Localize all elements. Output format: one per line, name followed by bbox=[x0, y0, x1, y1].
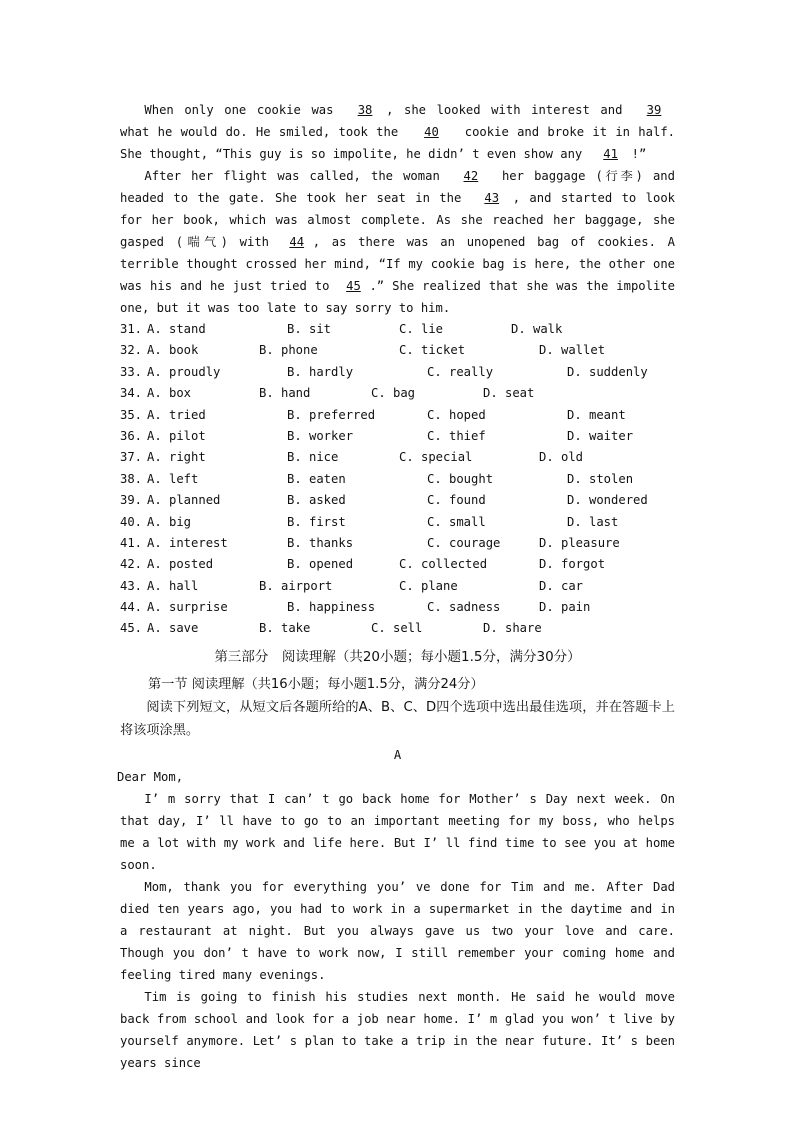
question-number: 33. bbox=[120, 364, 143, 379]
option-d: D. meant bbox=[567, 407, 626, 422]
question-row-33 bbox=[120, 362, 675, 383]
option-b: B. eaten bbox=[287, 471, 346, 486]
question-number: 43. bbox=[120, 578, 143, 593]
option-c: C. found bbox=[427, 493, 486, 508]
blank-45: 45 bbox=[346, 279, 361, 293]
text-run: cookie and broke it in half. She thought, “This guy is so impolite, he didn’ t even show any bbox=[120, 125, 675, 161]
text-run: , and started to look for her book, which was almost complete. As she reached her baggage, she gasped (喘气) with bbox=[120, 191, 675, 249]
passage-label: A bbox=[393, 747, 402, 762]
cloze-paragraph-1 bbox=[120, 99, 675, 165]
option-b: B. sit bbox=[287, 322, 332, 336]
question-number: 45. bbox=[120, 621, 143, 636]
option-a: A. stand bbox=[147, 322, 206, 336]
option-b: B. hand bbox=[259, 386, 311, 401]
text-run: After her flight was called, the woman bbox=[144, 169, 450, 183]
option-d: D. waiter bbox=[567, 428, 634, 443]
text-run: , she looked with interest and bbox=[386, 103, 633, 117]
question-number: 35. bbox=[120, 407, 143, 422]
blank-38: 38 bbox=[357, 103, 373, 117]
blank-39: 39 bbox=[646, 103, 662, 117]
blank-40: 40 bbox=[424, 125, 439, 139]
option-d: D. stolen bbox=[567, 471, 634, 486]
option-c: C. sadness bbox=[427, 600, 501, 615]
option-c: C. bag bbox=[371, 386, 416, 401]
option-c: C. collected bbox=[399, 557, 488, 572]
option-a: A. right bbox=[147, 450, 206, 465]
question-number: 38. bbox=[120, 471, 143, 486]
option-a: A. hall bbox=[147, 578, 199, 593]
question-row-43 bbox=[120, 576, 675, 597]
question-number: 31. bbox=[120, 322, 143, 336]
option-b: B. airport bbox=[259, 578, 333, 593]
option-a: A. pilot bbox=[147, 428, 206, 443]
option-a: A. posted bbox=[147, 557, 214, 572]
option-d: D. pain bbox=[539, 600, 591, 615]
option-c: C. hoped bbox=[427, 407, 486, 422]
option-d: D. seat bbox=[483, 386, 535, 401]
option-a: A. interest bbox=[147, 535, 228, 550]
question-number: 36. bbox=[120, 428, 143, 443]
option-d: D. old bbox=[539, 450, 584, 465]
question-row-41 bbox=[120, 533, 675, 554]
question-number: 40. bbox=[120, 514, 143, 529]
answer-options bbox=[120, 319, 675, 640]
option-d: D. car bbox=[539, 578, 584, 593]
text-run: , as there was an unopened bag of cookies. A terrible thought crossed her mind, “If my cookie bag is here, the other one was his and he just tried to bbox=[120, 235, 675, 293]
question-row-35 bbox=[120, 405, 675, 426]
section1-title: 第一节 阅读理解（共16小题；每小题1.5分，满分24分） bbox=[148, 676, 484, 692]
option-b: B. opened bbox=[287, 557, 354, 572]
question-row-40 bbox=[120, 512, 675, 533]
text-run: what he would do. He smiled, took the bbox=[120, 125, 407, 139]
option-a: A. box bbox=[147, 386, 192, 401]
option-d: D. share bbox=[483, 621, 542, 636]
option-c: C. really bbox=[427, 364, 494, 379]
blank-42: 42 bbox=[463, 169, 479, 183]
question-number: 44. bbox=[120, 600, 143, 615]
option-c: C. small bbox=[427, 514, 486, 529]
blank-44: 44 bbox=[289, 235, 305, 249]
question-number: 39. bbox=[120, 493, 143, 508]
letter-paragraph-3: Tim is going to finish his studies next month. He said he would move back from school and look for a job near home. I’ m glad you won’ t live by yourself anymore. Let’ s plan to take a trip in the near future. It’ s been years since bbox=[120, 989, 675, 1070]
option-c: C. sell bbox=[371, 621, 423, 636]
option-c: C. thief bbox=[427, 428, 486, 443]
option-b: B. first bbox=[287, 514, 346, 529]
option-b: B. nice bbox=[287, 450, 339, 465]
question-number: 42. bbox=[120, 557, 143, 572]
option-d: D. suddenly bbox=[567, 364, 648, 379]
text-run: !” bbox=[631, 147, 647, 161]
option-a: A. surprise bbox=[147, 600, 228, 615]
question-row-31 bbox=[120, 319, 675, 340]
letter-paragraph-2: Mom, thank you for everything you’ ve done for Tim and me. After Dad died ten years ago, you had to work in a supermarket in the daytime and in a restaurant at night. But you always gave us two your love and care. Though you don’ t have to work now, I still remember your coming home and feeling tired many evenings. bbox=[120, 879, 675, 982]
question-number: 37. bbox=[120, 450, 143, 465]
question-number: 41. bbox=[120, 535, 143, 550]
question-row-37 bbox=[120, 447, 675, 468]
question-row-39 bbox=[120, 490, 675, 511]
option-d: D. wondered bbox=[567, 493, 648, 508]
option-c: C. lie bbox=[399, 322, 444, 336]
option-d: D. walk bbox=[511, 322, 563, 336]
option-b: B. asked bbox=[287, 493, 346, 508]
question-row-44 bbox=[120, 597, 675, 618]
letter-salutation: Dear Mom, bbox=[117, 769, 184, 784]
option-c: C. special bbox=[399, 450, 473, 465]
option-c: C. courage bbox=[427, 535, 501, 550]
text-run: .” She realized that she was the impolite one, but it was too late to say sorry to him. bbox=[120, 279, 675, 315]
cloze-paragraph-2 bbox=[120, 165, 675, 319]
question-number: 32. bbox=[120, 343, 143, 358]
question-row-34 bbox=[120, 383, 675, 404]
letter-paragraph-1: I’ m sorry that I can’ t go back home for Mother’ s Day next week. On that day, I’ ll have to go to an important meeting for my boss, who helps me a lot with my work and life here. But I’ ll find time to see you at home soon. bbox=[120, 791, 675, 872]
option-c: C. plane bbox=[399, 578, 458, 593]
option-d: D. last bbox=[567, 514, 619, 529]
option-c: C. bought bbox=[427, 471, 494, 486]
option-d: D. pleasure bbox=[539, 535, 620, 550]
option-c: C. ticket bbox=[399, 343, 466, 358]
option-a: A. proudly bbox=[147, 364, 221, 379]
option-b: B. take bbox=[259, 621, 311, 636]
option-a: A. big bbox=[147, 514, 192, 529]
question-row-42 bbox=[120, 554, 675, 575]
question-row-38 bbox=[120, 469, 675, 490]
question-row-36 bbox=[120, 426, 675, 447]
option-b: B. hardly bbox=[287, 364, 354, 379]
question-row-32 bbox=[120, 340, 675, 361]
blank-43: 43 bbox=[484, 191, 500, 205]
option-a: A. left bbox=[147, 471, 199, 486]
option-a: A. book bbox=[147, 343, 199, 358]
option-b: B. phone bbox=[259, 343, 318, 358]
option-b: B. thanks bbox=[287, 535, 354, 550]
blank-41: 41 bbox=[603, 147, 618, 161]
option-b: B. happiness bbox=[287, 600, 376, 615]
option-a: A. planned bbox=[147, 493, 221, 508]
option-b: B. preferred bbox=[287, 407, 376, 422]
text-run: When only one cookie was bbox=[144, 103, 345, 117]
text-run: her baggage (行李) and headed to the gate. She took her seat in the bbox=[120, 169, 675, 205]
option-d: D. wallet bbox=[539, 343, 606, 358]
question-number: 34. bbox=[120, 386, 143, 401]
exam-page bbox=[117, 99, 675, 1074]
part3-title: 第三部分 阅读理解（共20小题；每小题1.5分，满分30分） bbox=[214, 648, 581, 665]
instruction-text: 阅读下列短文，从短文后各题所给的A、B、C、D四个选项中选出最佳选项，并在答题卡上将该项涂黑。 bbox=[120, 699, 675, 738]
question-row-45 bbox=[120, 618, 675, 639]
option-a: A. save bbox=[147, 621, 199, 636]
option-d: D. forgot bbox=[539, 557, 606, 572]
option-a: A. tried bbox=[147, 407, 206, 422]
option-b: B. worker bbox=[287, 428, 354, 443]
